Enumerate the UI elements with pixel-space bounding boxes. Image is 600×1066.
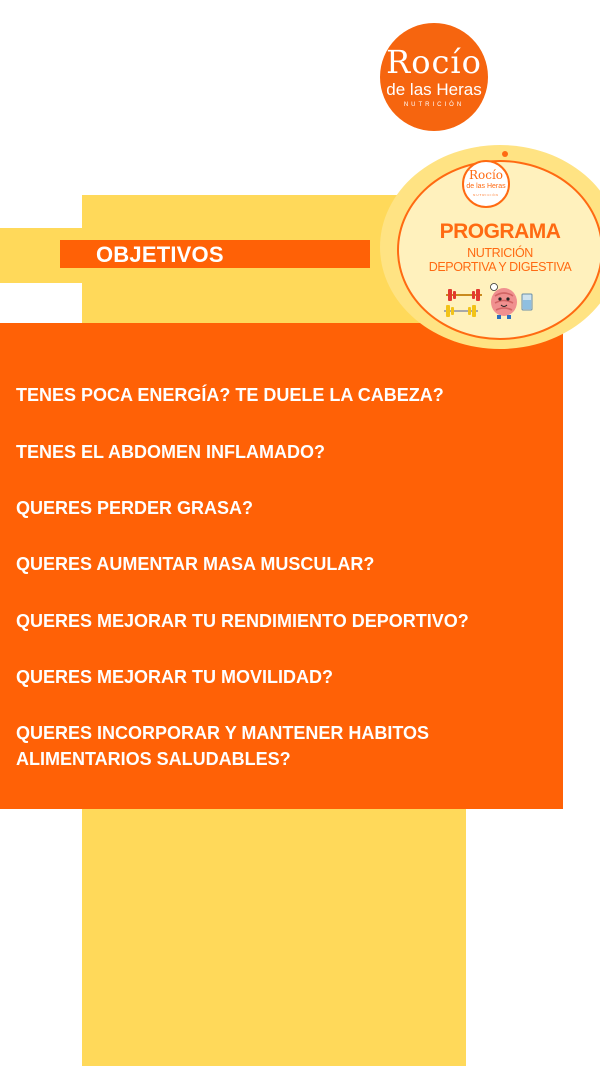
dumbbell-icon	[446, 289, 482, 301]
badge-dot	[502, 151, 508, 157]
section-title-bar	[60, 240, 370, 268]
badge-logo-name: Rocío	[468, 168, 504, 182]
question-item: TENES EL ABDOMEN INFLAMADO?	[16, 442, 325, 462]
logo-tagline: NUTRICIÓN	[403, 102, 465, 108]
badge-illustration	[440, 282, 540, 322]
logo-surname: de las Heras	[386, 80, 482, 99]
question-item: QUERES MEJORAR TU MOVILIDAD?	[16, 667, 334, 687]
question-item: QUERES INCORPORAR Y MANTENER HABITOS ALIMENTARIOS SALUDABLES?	[16, 723, 430, 769]
badge-logo-surname: de las Heras	[466, 183, 506, 190]
question-item: QUERES AUMENTAR MASA MUSCULAR?	[16, 554, 375, 574]
brand-logo	[380, 23, 488, 131]
logo-name: Rocío	[386, 43, 482, 81]
badge-subtitle-line1: NUTRICIÓN	[467, 246, 533, 260]
question-item: TENES POCA ENERGÍA? TE DUELE LA CABEZA?	[16, 385, 444, 405]
badge-logo-tagline: NUTRICIÓN	[473, 193, 499, 197]
badge-logo	[462, 160, 510, 208]
question-item: QUERES PERDER GRASA?	[16, 498, 254, 518]
section-title: OBJETIVOS	[96, 242, 224, 267]
questions-panel	[0, 323, 563, 809]
dumbbell-icon	[444, 305, 478, 317]
badge-subtitle-line2: DEPORTIVA Y DIGESTIVA	[428, 260, 572, 274]
question-item: QUERES MEJORAR TU RENDIMIENTO DEPORTIVO?	[16, 611, 469, 631]
clock-icon	[491, 284, 498, 291]
water-glass-icon	[522, 294, 532, 310]
badge-title: PROGRAMA	[439, 220, 561, 243]
intestine-character-icon	[491, 288, 517, 319]
